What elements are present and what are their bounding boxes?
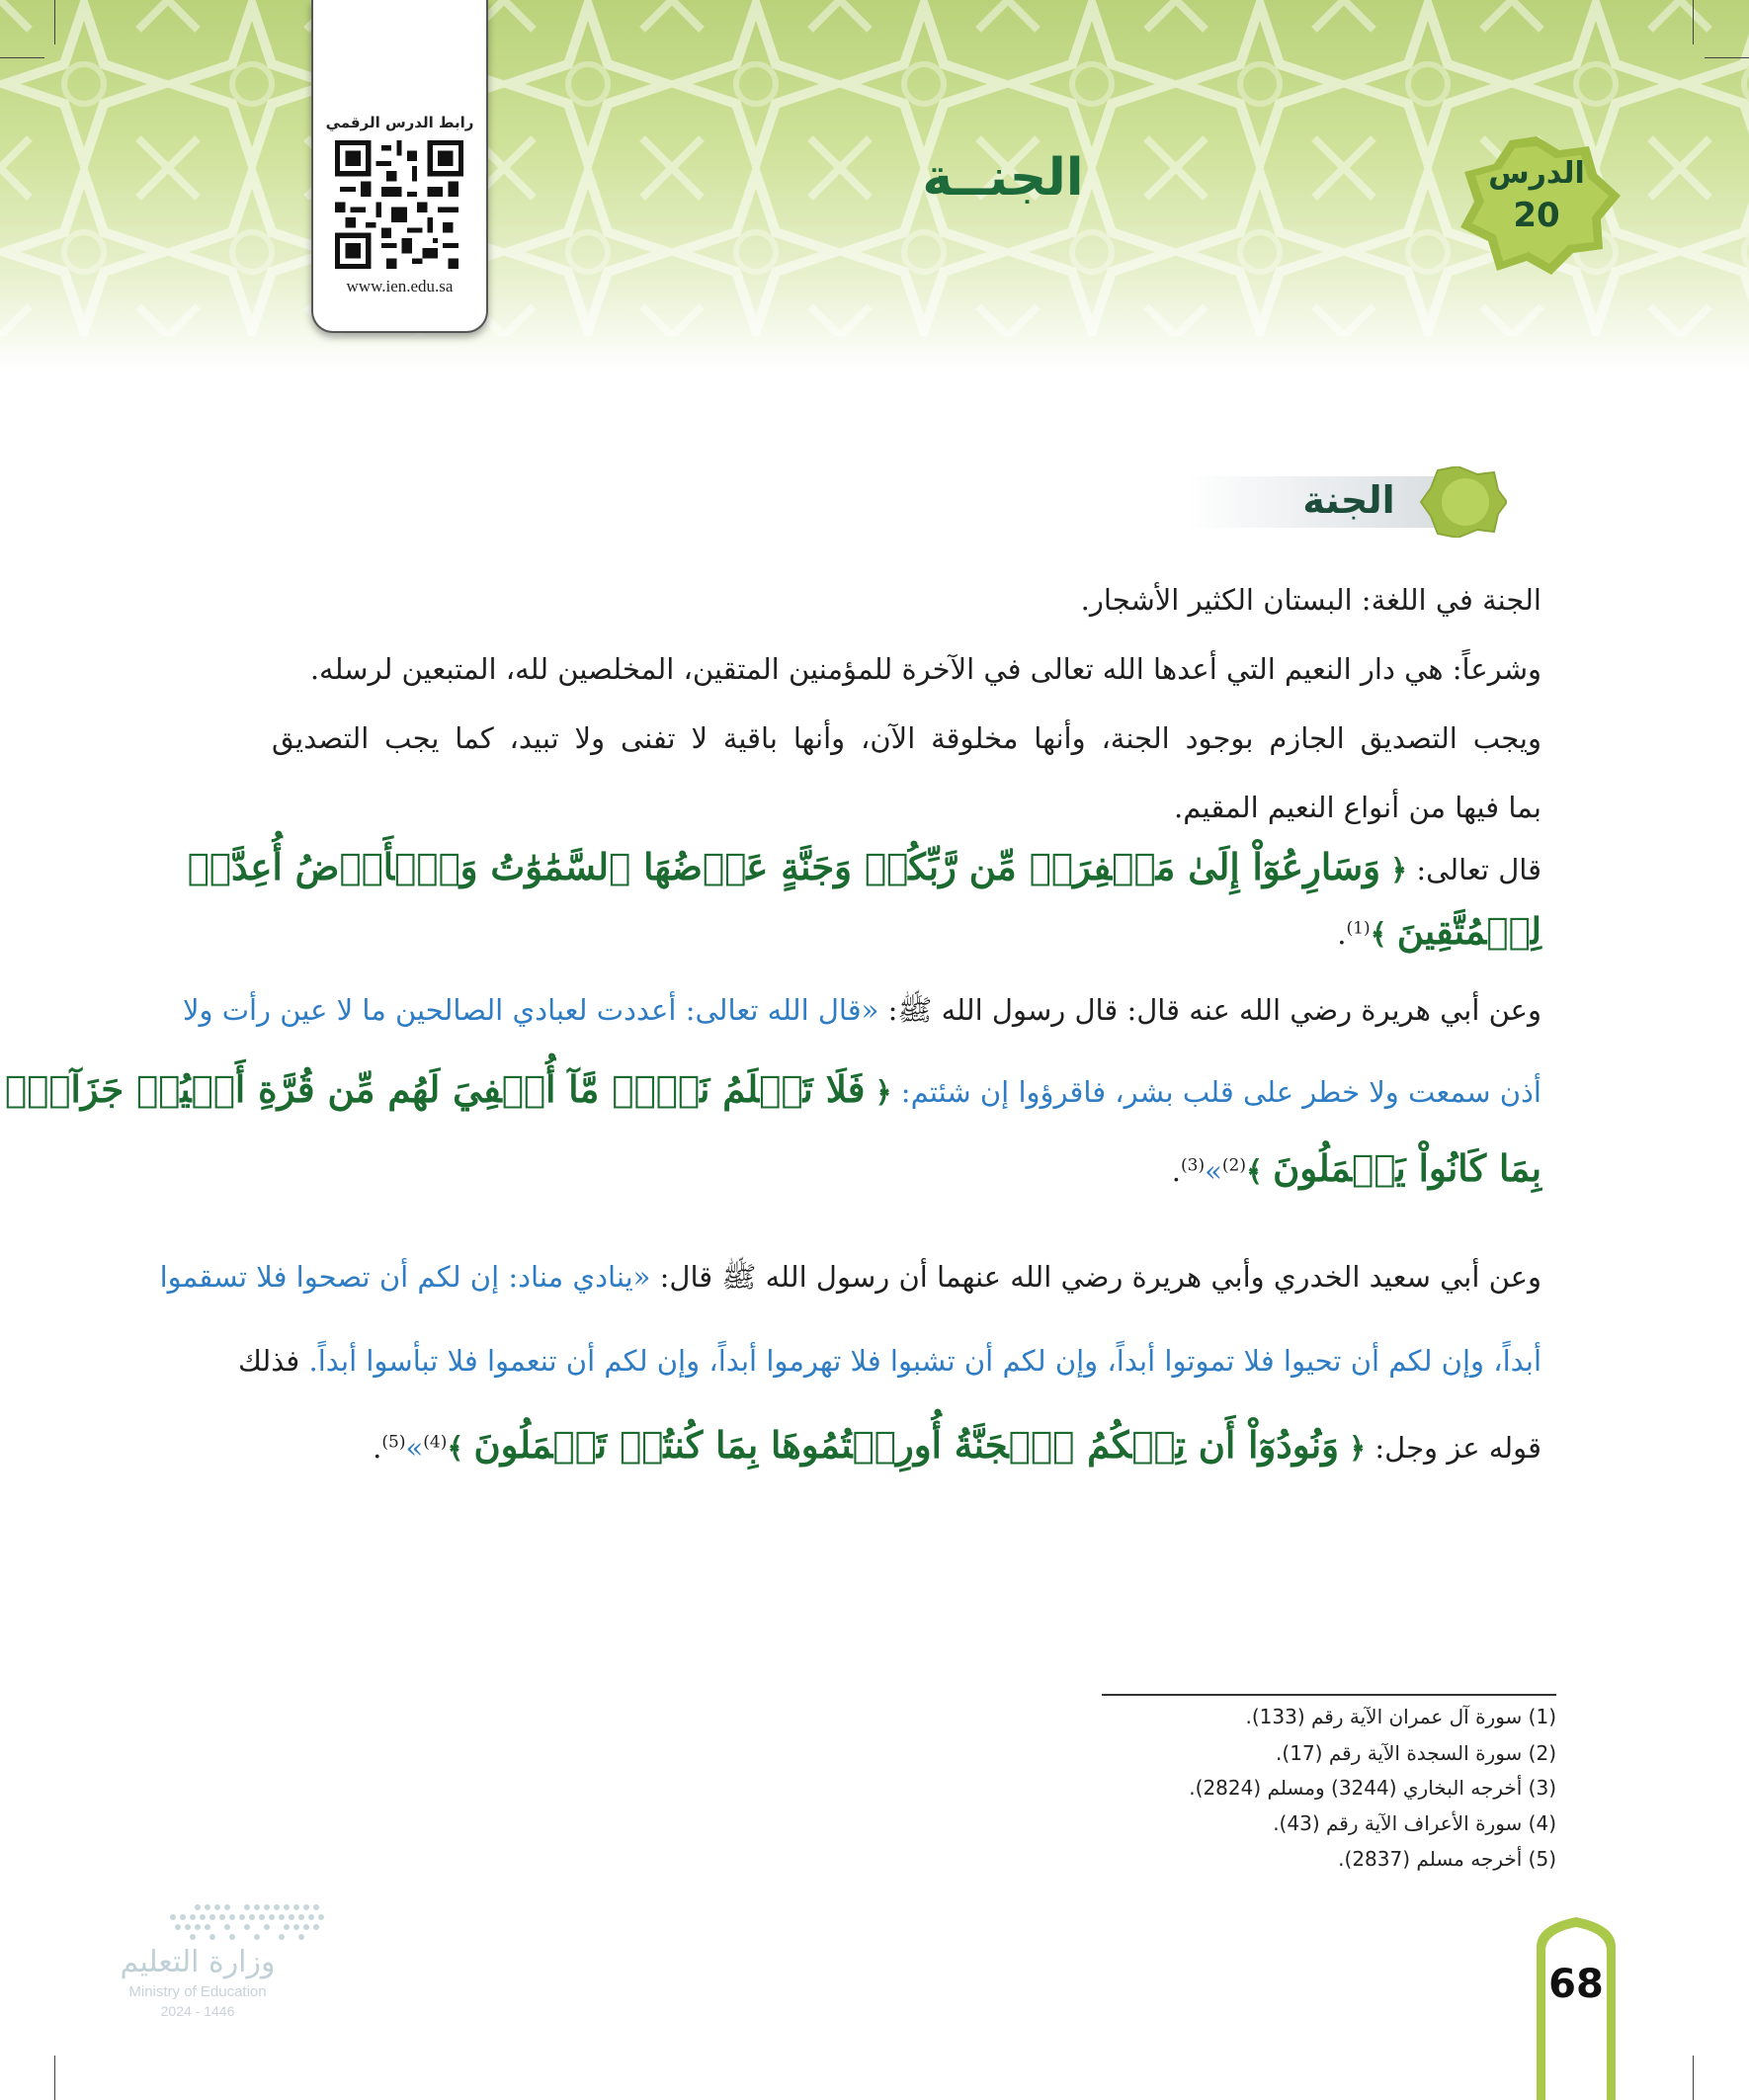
quran-open-bracket: ﴿ <box>1339 1431 1367 1465</box>
quran-close-bracket: ﴾ <box>447 1431 474 1465</box>
section-title: الجنة <box>1302 478 1395 522</box>
footnote-ref-4[interactable]: (4) <box>423 1432 448 1453</box>
lesson-title: الجنــة <box>922 148 1084 208</box>
qr-url[interactable]: www.ien.edu.sa <box>346 277 454 295</box>
hadith-2-line-1 <box>160 1260 1541 1302</box>
hadith-2-quote-a: «ينادي مناد: إن لكم أن تصحوا فلا تسقموا <box>159 1260 651 1294</box>
hadith-1-intro: وعن أبي هريرة رضي الله عنه قال: قال رسول الله ﷺ: <box>878 993 1541 1027</box>
hadith-2-intro: وعن أبي سعيد الخدري وأبي هريرة رضي الله عنهما أن رسول الله ﷺ قال: <box>650 1260 1541 1294</box>
belief-paragraph-line-1: ويجب التصديق الجازم بوجود الجنة، وأنها مخلوقة الآن، وأنها باقية لا تفنى ولا تبيد، كما يجب التصديق <box>272 721 1541 755</box>
hadith-1-line-2 <box>5 1067 1541 1111</box>
lesson-badge-number: 20 <box>1513 196 1560 235</box>
belief-paragraph-line-2: بما فيها من أنواع النعيم المقيم. <box>1174 791 1541 824</box>
hadith-2-line-3: قوله عز وجل: ﴿ وَنُودُوٓاْ أَن تِلۡكُمُ ٱلۡجَنَّةُ أُورِثۡتُمُوهَا بِمَا كُنتُمۡ تَعۡمَلُونَ ﴾$^{(4)}$»$^{(5)}$. <box>373 1423 1541 1467</box>
crop-mark <box>1693 0 1694 44</box>
footnote-5: (5) أخرجه مسلم (2837). <box>1338 1847 1556 1871</box>
crop-mark <box>0 57 44 58</box>
quran-open-bracket: ﴿ <box>865 1075 892 1109</box>
hadith-1-quote-a: «قال الله تعالى: أعددت لعبادي الصالحين ما لا عين رأت ولا <box>182 993 879 1027</box>
verse-1-text-b: لِلۡمُتَّقِينَ <box>1396 909 1541 953</box>
definition-language: الجنة في اللغة: البستان الكثير الأشجار. <box>1080 583 1541 617</box>
hadith-2-quote-b: أبداً، وإن لكم أن تحيوا فلا تموتوا أبداً، وإن لكم أن تشبوا فلا تهرموا أبداً، وإن لكم أن تنعموا فلا تبأسوا أبداً. <box>308 1344 1541 1378</box>
footnote-ref-2[interactable]: (2) <box>1221 1155 1246 1176</box>
digital-lesson-qr-card[interactable] <box>311 0 488 333</box>
verse-1-line-1 <box>188 845 1541 888</box>
quran-close-bracket: ﴾ <box>1245 1154 1274 1188</box>
hadith-2-after: فذلك <box>237 1344 309 1378</box>
ministry-name-english: Ministry of Education <box>128 1983 267 2000</box>
hadith-2-line-2 <box>238 1344 1541 1378</box>
crop-mark <box>54 2056 55 2100</box>
qr-label: رابط الدرس الرقمي <box>325 114 474 131</box>
hadith-2-c-intro: قوله عز وجل: <box>1366 1431 1541 1465</box>
footnote-divider <box>1102 1694 1556 1696</box>
page-number-tab <box>1532 1917 1621 2100</box>
qr-code-icon[interactable] <box>335 140 463 269</box>
ministry-name-arabic: وزارة التعليم <box>120 1945 276 1979</box>
verse-2-text-a: فَلَا تَعۡلَمُ نَفۡسٞ مَّآ أُخۡفِيَ لَهُم مِّن قُرَّةِ أَعۡيُنٖ جَزَآءَۢ <box>4 1067 866 1111</box>
crop-mark <box>54 0 55 44</box>
footnote-ref-5[interactable]: (5) <box>381 1432 406 1453</box>
hadith-1-quote-b: أذن سمعت ولا خطر على قلب بشر، فاقرؤوا إن شئتم: <box>891 1075 1541 1109</box>
verse-1-intro: قال تعالى: <box>1407 853 1541 886</box>
hadith-1-line-3: بِمَا كَانُواْ يَعۡمَلُونَ ﴾$^{(2)}$»$^{(3)}$. <box>1171 1146 1541 1190</box>
footnote-2: (2) سورة السجدة الآية رقم (17). <box>1276 1741 1556 1765</box>
footnote-1: (1) سورة آل عمران الآية رقم (133). <box>1245 1705 1556 1728</box>
crop-mark <box>1705 57 1749 58</box>
quran-open-bracket: ﴿ <box>1380 853 1408 886</box>
footnote-ref-1[interactable]: (1) <box>1346 918 1371 939</box>
verse-2-text-b: بِمَا كَانُواْ يَعۡمَلُونَ <box>1273 1146 1541 1190</box>
hadith-1-line-1 <box>183 993 1541 1035</box>
quran-close-bracket: ﴾ <box>1370 917 1397 951</box>
footnote-3: (3) أخرجه البخاري (3244) ومسلم (2824). <box>1189 1776 1556 1800</box>
footnote-ref-3[interactable]: (3) <box>1181 1155 1206 1176</box>
verse-1-text-a: وَسَارِعُوٓاْ إِلَىٰ مَغۡفِرَةٖ مِّن رَّبِّكُمۡ وَجَنَّةٍ عَرۡضُهَا ٱلسَّمَٰوَٰتُ وَٱلۡأَرۡضُ أُعِدَّتۡ <box>187 845 1381 888</box>
lesson-badge-label: الدرس <box>1488 156 1585 191</box>
ministry-year: 2024 - 1446 <box>160 2003 235 2019</box>
verse-3-text: وَنُودُوٓاْ أَن تِلۡكُمُ ٱلۡجَنَّةُ أُورِثۡتُمُوهَا بِمَا كُنتُمۡ تَعۡمَلُونَ <box>473 1423 1340 1467</box>
crop-mark <box>1693 2056 1694 2100</box>
definition-sharia: وشرعاً: هي دار النعيم التي أعدها الله تعالى في الآخرة للمؤمنين المتقين، المخلصين لله، المتبعين لرسله. <box>309 652 1541 686</box>
page-number: 68 <box>1548 1962 1604 2007</box>
footnote-4: (4) سورة الأعراف الآية رقم (43). <box>1273 1811 1556 1835</box>
verse-1-line-2: لِلۡمُتَّقِينَ ﴾$^{(1)}$. <box>1337 909 1541 953</box>
